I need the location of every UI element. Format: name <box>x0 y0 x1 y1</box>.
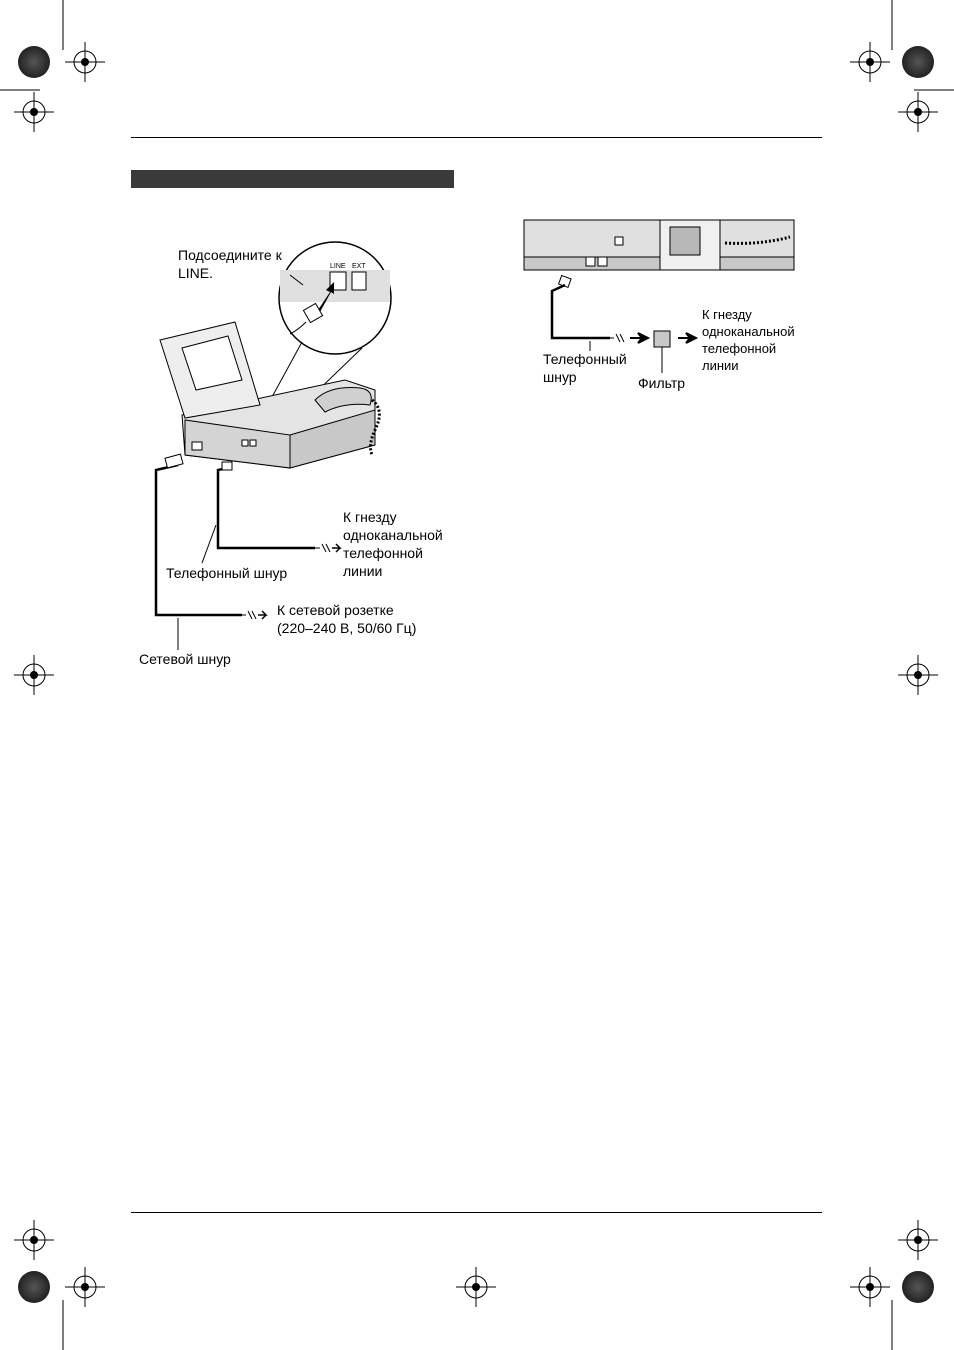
port-label-ext: EXT <box>352 263 366 270</box>
header-rule <box>131 137 822 138</box>
filter-label: Фильтр <box>638 375 686 391</box>
telephone-cord-line <box>552 285 610 338</box>
arrow-icon <box>678 333 696 343</box>
power-cord-label: Сетевой шнур <box>139 651 231 667</box>
arrow-icon <box>258 611 266 619</box>
connect-line-label: Подсоедините к LINE. <box>178 247 282 281</box>
telephone-cord-line <box>218 468 315 548</box>
right-telephone-cord-label: Телефонный шнур <box>543 351 627 385</box>
telephone-cord-label: Телефонный шнур <box>166 565 288 581</box>
footer-rule <box>131 1212 822 1213</box>
filter-device <box>654 331 670 347</box>
power-cord-line <box>156 465 242 615</box>
ext-port <box>352 272 366 290</box>
single-line-jack-label: К гнезду одноканальной телефонной линии <box>343 509 443 579</box>
arrow-icon <box>332 544 340 552</box>
section-heading-bar <box>131 170 454 188</box>
right-single-line-jack-label: К гнезду одноканальной телефонной линии <box>702 307 795 373</box>
port-label-line: LINE <box>330 263 346 270</box>
arrow-icon <box>630 333 648 343</box>
power-outlet-label: К сетевой розетке (220–240 В, 50/60 Гц) <box>277 602 417 636</box>
